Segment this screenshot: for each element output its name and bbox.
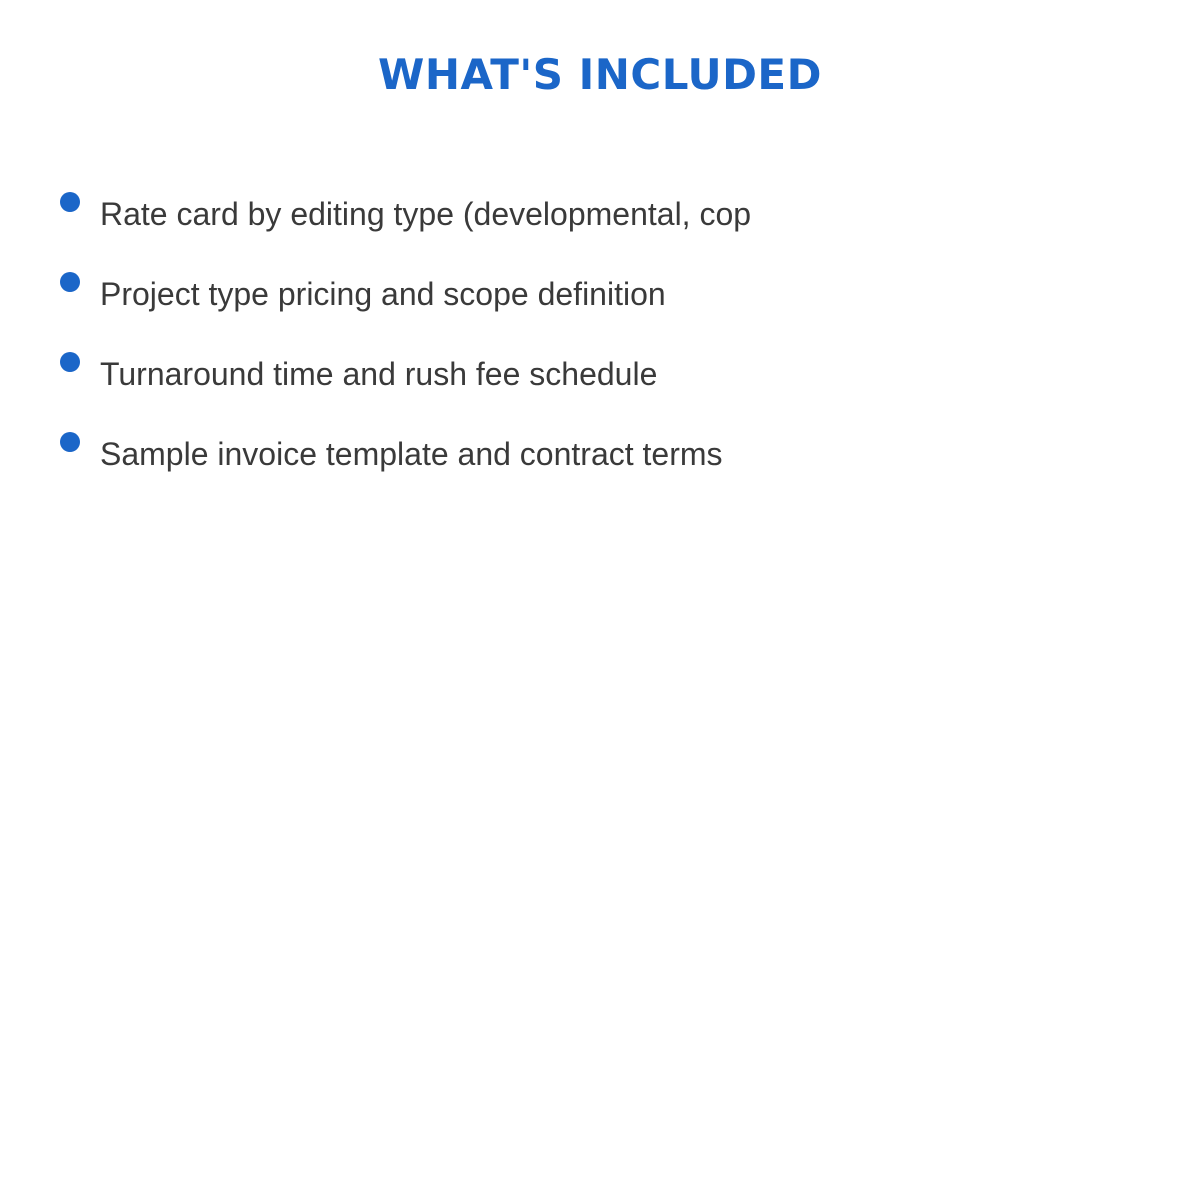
list-item-text: Rate card by editing type (developmental, cop xyxy=(100,196,752,232)
included-items-list xyxy=(60,188,1140,508)
list-item xyxy=(60,348,1140,428)
list-item-text: Project type pricing and scope definition xyxy=(100,276,666,312)
list-item xyxy=(60,188,1140,268)
list-item-text: Turnaround time and rush fee schedule xyxy=(100,356,658,392)
list-item xyxy=(60,268,1140,348)
list-item xyxy=(60,428,1140,508)
bullet-icon xyxy=(60,432,80,452)
bullet-icon xyxy=(60,272,80,292)
list-item-text: Sample invoice template and contract terms xyxy=(100,436,723,472)
bullet-icon xyxy=(60,192,80,212)
bullet-icon xyxy=(60,352,80,372)
page-title: WHAT'S INCLUDED xyxy=(378,50,822,99)
